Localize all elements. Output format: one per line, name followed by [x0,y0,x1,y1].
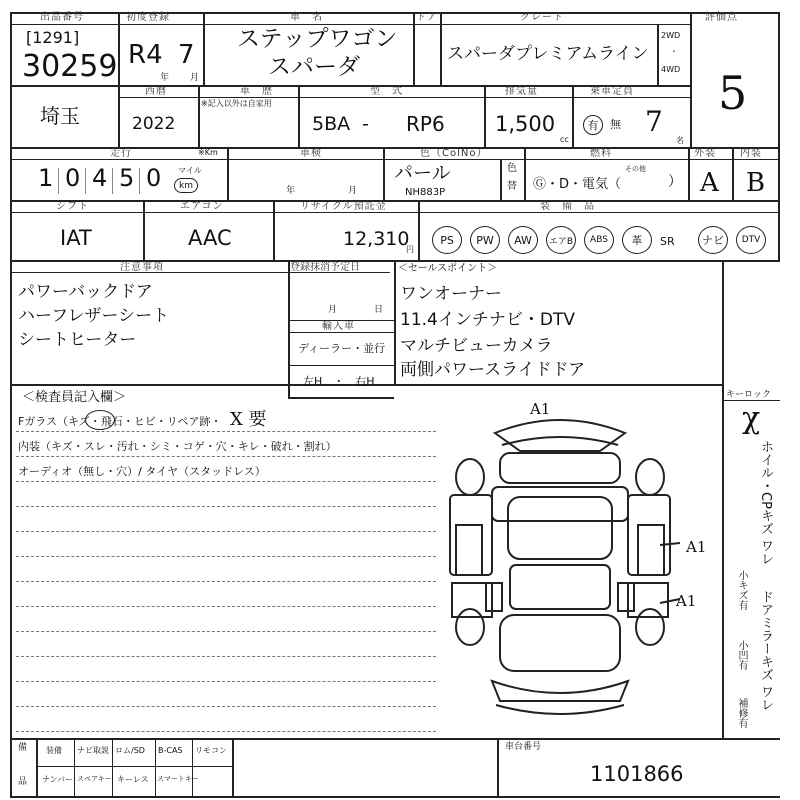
sales-points-header: ＜セールスポイント＞ [398,263,498,274]
door-header: ドア [416,12,438,23]
capacity-has-circle: 有 [583,115,603,135]
equipment-item: SR [660,235,675,248]
inspection-header: 車検 [300,148,322,159]
model-year-header: 西暦 [145,86,167,97]
small-note-dent: 小凹有 [736,640,747,670]
inspector-line-3: オーディオ（無し・穴）/ タイヤ（スタッドレス） [18,465,266,478]
displacement-value: 1,500 [495,112,556,136]
shift-value: IAT [60,226,92,250]
grade-value: スパーダプレミアムライン [447,44,649,64]
car-name-line1: ステップワゴン [237,26,398,52]
fuel-value: Ⓖ・D・電気（ [533,177,622,192]
recycle-unit: 円 [406,245,414,254]
sales-point-1: ワンオーナー [400,284,502,304]
key-lock-header: キーロック [726,390,771,400]
mileage-digit: 0 [146,164,162,192]
auction-sheet: 出品番号 [1291] 30259 初度登録 R4 7 年 月 車 名 ステップワゴン スパーダ ドア グレード スパーダプレミアムライン 2WD ・ 4WD 評価点 5 埼玉 西暦 2022 車 歴 ※記入以外は自家用 型 式 5BA - RP6 排気量 1,500 cc 乗車定員 有 無 7 名 走行 ※Km 1 0 4 5 0 マイル km 車検 年 月 色（ColNo） パール NH883P 色 替 燃料 Ⓖ・D・電気（ ） その他 外装 内装 A B シフト IAT エアコン AAC リサイクル預託金 12,310 円 装 備 品 PS PW AW エアB ABS 革 SR ナビ DTV 注意事項 パワーバックドア ハーフレザーシート シートヒーター 登録抹消予定日 月 日 輸入車 ディーラー・並行 左H ・ 右H ＜セールスポイント＞ ワンオーナー 11.4インチナビ・DTV マルチビューカメラ 両側パワースライドドア ＜検査員記入欄＞ Fガラス（キズ・飛石・ヒビ・リペア跡・ X 要 内装（キズ・スレ・汚れ・シミ・コゲ・穴・キレ・破れ・割れ） オーディオ（無し・穴）/ タイヤ（スタッドレス） A1 A1 A1 キーロック χ ホイル・CPキズ ワレ ドアミラーキズ ワレ 小キズ有 小凹有 補修有 備 品 装備 ナビ取説 ロム/SD B-CAS リモコン ナンバー スペアキー キーレス スマートキー 車台番号 1101866 [0,0,800,800]
inspector-line-2: 内装（キズ・スレ・汚れ・シミ・コゲ・穴・キレ・破れ・割れ） [18,440,337,453]
bottom-smart-key: スマートキー [157,775,199,783]
history-header: 車 歴 [240,86,273,97]
equipment-item: PW [470,226,500,254]
car-diagram [430,405,690,735]
color-header: 色（ColNo） [420,148,488,159]
capacity-value: 7 [645,105,663,138]
equipment-item: PS [432,226,462,254]
lot-code: [1291] [26,28,80,47]
handwritten-circle [85,410,115,430]
score-value: 5 [718,66,748,120]
mileage-digit: 1 [38,164,54,192]
sales-point-4: 両側パワースライドドア [400,360,586,380]
chassis-number: 1101866 [590,762,684,786]
equipment-item: ナビ [698,226,728,254]
mileage-digit: 0 [65,164,81,192]
import-header: 輸入車 [322,321,355,332]
color-name: パール [394,162,451,184]
note-1: パワーバックドア [18,282,153,302]
km-circle: km [174,178,198,193]
right-note-mirror: ドアミラーキズ ワレ [758,590,773,712]
interior-header: 内装 [740,148,762,159]
row-line-6 [10,738,780,740]
first-registration-header: 初度登録 [126,12,170,23]
history-note: ※記入以外は自家用 [201,99,272,108]
lot-number: 30259 [22,49,118,84]
small-note-repair: 補修有 [736,698,747,728]
drive-2wd: 2WD [661,31,681,40]
damage-mark-right-2: A1 [676,592,697,610]
equipment-item: エアB [546,226,576,254]
import-dealer: ディーラー・並行 [298,342,386,355]
model-year-value: 2022 [132,114,176,134]
first-registration-month: 7 [178,40,195,70]
mile-label: マイル [178,166,202,175]
bottom-rom-sd: ロム/SD [115,746,145,755]
row-line-1 [10,85,690,87]
import-handle: 左H ・ 右H [303,375,375,388]
damage-mark-right-1: A1 [686,538,707,556]
cancel-date-header: 登録抹消予定日 [290,262,360,273]
equipment-item: AW [508,226,538,254]
sales-point-3: マルチビューカメラ [400,336,553,356]
inspector-header: ＜検査員記入欄＞ [22,390,127,405]
equipment-item: 革 [622,226,652,254]
small-note-scratch: 小キズ有 [736,570,747,610]
bottom-remote: リモコン [195,746,227,755]
notes-header: 注意事項 [120,262,164,273]
bottom-navi-manual: ナビ取説 [77,746,109,755]
bottom-bcas: B-CAS [158,746,183,755]
equipment-item: ABS [584,226,614,254]
frame-right [778,12,780,260]
model-prefix: 5BA [312,113,351,135]
shift-header: シフト [56,201,89,212]
frame-bottom [10,796,780,798]
color-code: NH883P [405,187,446,198]
sales-point-2: 11.4インチナビ・DTV [400,310,575,330]
chassis-header: 車台番号 [505,742,542,752]
aircon-value: AAC [188,226,232,250]
inspector-mark: X 要 [230,409,267,430]
damage-mark-front: A1 [530,400,551,418]
mileage-digit: 4 [92,164,108,192]
grade-header: グレード [520,12,564,23]
key-lock-mark: χ [742,401,761,436]
region-value: 埼玉 [40,104,80,128]
exterior-header: 外装 [694,148,716,159]
note-3: シートヒーター [18,330,137,350]
row-line-3 [10,200,780,202]
mileage-digit: 5 [119,164,135,192]
aircon-header: エアコン [180,201,224,212]
bottom-keyless: キーレス [117,775,149,784]
frame-left [10,12,12,798]
score-header: 評価点 [705,12,738,23]
displacement-header: 排気量 [505,86,538,97]
model-header: 型 式 [370,86,403,97]
mileage-header: 走行 [110,148,132,159]
exterior-grade: A [700,168,719,198]
capacity-header: 乗車定員 [590,86,634,97]
recycle-header: リサイクル預託金 [300,201,387,212]
right-note-wheel: ホイル・CPキズ ワレ [758,440,773,566]
car-name-header: 車 名 [290,12,323,23]
first-registration-era: R4 [128,40,163,70]
interior-grade: B [746,168,766,198]
equipment-header: 装 備 品 [540,201,595,212]
drive-4wd: 4WD [661,65,681,74]
bottom-spare-key: スペアキー [77,775,112,783]
fuel-header: 燃料 [590,148,612,159]
lot-number-header: 出品番号 [40,12,84,23]
equipment-item: DTV [736,226,766,254]
bottom-equipment: 装備 [46,746,62,755]
note-2: ハーフレザーシート [18,306,170,326]
model-code: RP6 [406,112,445,136]
bottom-number: ナンバー [42,775,74,784]
car-name-line2: スパーダ [268,54,360,80]
recycle-value: 12,310 [343,228,410,250]
inspector-line-1: Fガラス（キズ・飛石・ヒビ・リペア跡・ [18,415,222,428]
